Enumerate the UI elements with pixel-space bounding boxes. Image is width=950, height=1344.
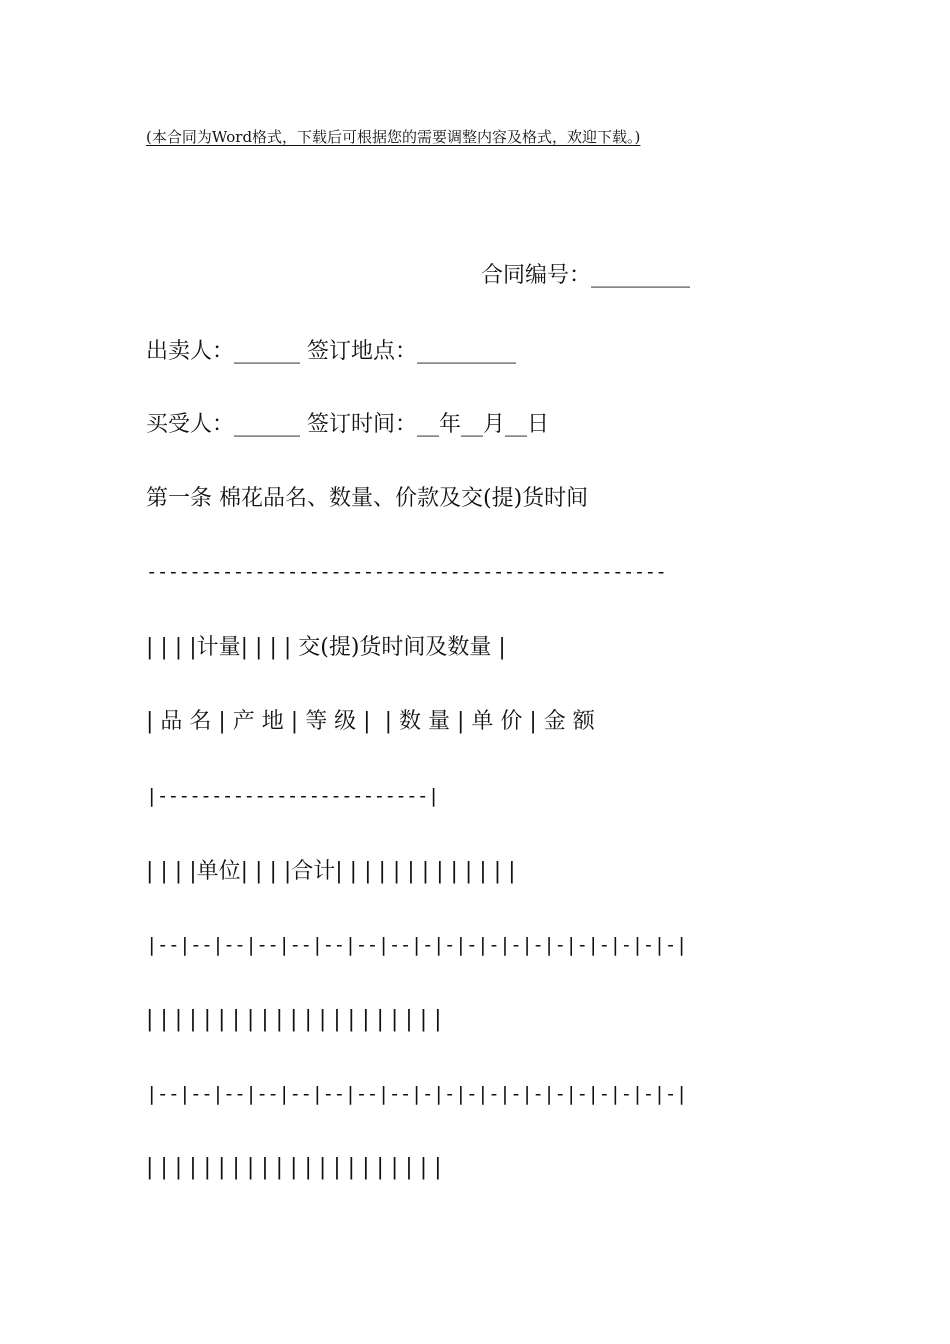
table-line: | | | | | | | | | | | | | | | | | | | | | (146, 1155, 442, 1180)
table-line: | | | |单位| | | |合计| | | | | | | | | | | | | (146, 859, 516, 884)
table-rule: |--|--|--|--|--|--|--|--|-|-|-|-|-|-|-|-|-|-|-|-| (146, 1083, 687, 1105)
table-rule: ------------------------------------------------ (146, 561, 667, 583)
table-rule: |--|--|--|--|--|--|--|--|-|-|-|-|-|-|-|-|-|-|-|-| (146, 934, 687, 956)
buyer-line: 买受人：______ 签订时间：__年__月__日 (146, 412, 549, 437)
table-header-line: | 品 名 | 产 地 | 等 级 | | 数 量 | 单 价 | 金 额 (146, 709, 595, 734)
table-line: | | | | | | | | | | | | | | | | | | | | | (146, 1007, 442, 1032)
format-notice: (本合同为Word格式，下载后可根据您的需要调整内容及格式，欢迎下载。) (146, 128, 641, 146)
seller-line: 出卖人：______ 签订地点：_________ (146, 339, 516, 364)
contract-number-line: 合同编号：_________ (481, 263, 691, 288)
table-line: | | | |计量| | | | 交(提)货时间及数量 | (146, 635, 506, 660)
table-rule: |-------------------------| (146, 785, 439, 807)
article-heading: 第一条 棉花品名、数量、价款及交(提)货时间 (146, 486, 589, 511)
